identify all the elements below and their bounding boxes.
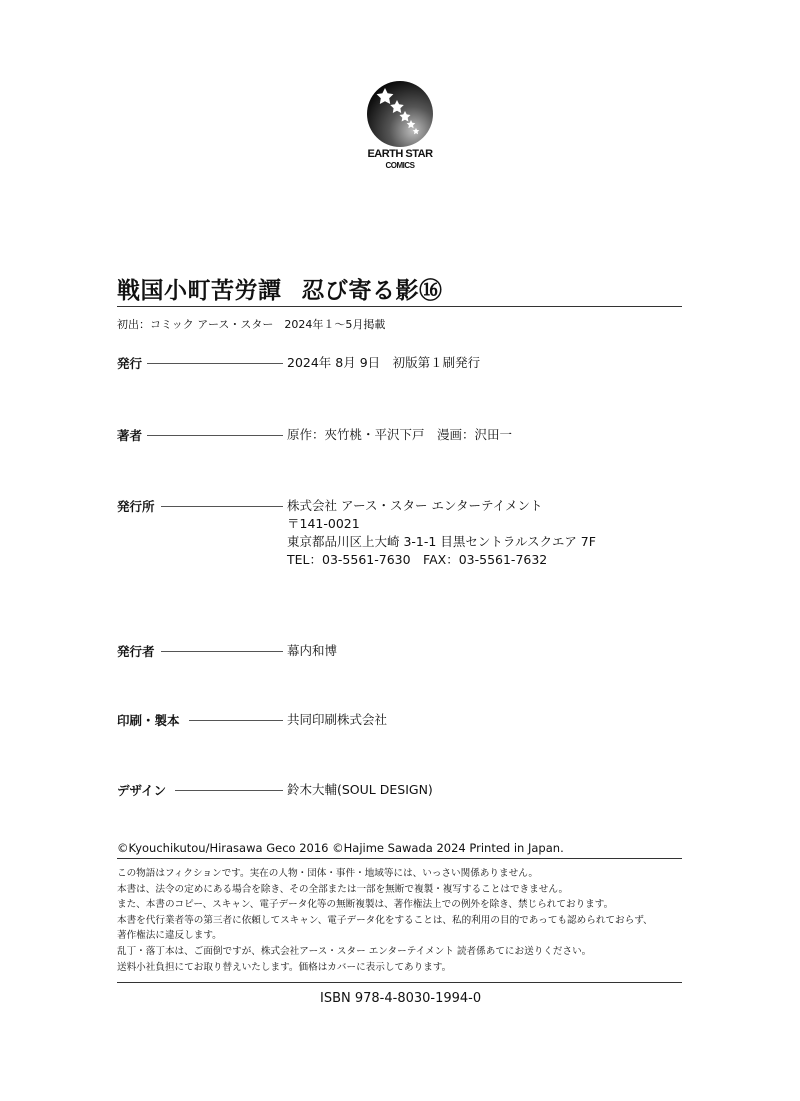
row-label: 発行者 <box>117 644 155 659</box>
leader-line <box>161 651 283 652</box>
row-label: 印刷・製本 <box>117 713 180 728</box>
row-label: 著者 <box>117 428 143 443</box>
title-sub: 忍び寄る影 <box>301 278 419 304</box>
book-title <box>117 272 443 305</box>
note-line: この物語はフィクションです。実在の人物・団体・事件・地域等には、いっさい関係ありません。 <box>117 868 538 879</box>
leader-line <box>175 790 283 791</box>
row-value: 原作：夾竹桃・平沢下戸 漫画：沢田一 <box>287 427 513 442</box>
row-label: デザイン <box>117 783 167 798</box>
row-label: 発行所 <box>117 499 155 514</box>
first-publication: 初出：コミック アース・スター 2024年１～5月掲載 <box>117 318 386 331</box>
title-volume: ⑯ <box>419 278 443 304</box>
title-main: 戦国小町苦労譚 <box>117 278 282 304</box>
note-line: 本書は、法令の定めにある場合を除き、その全部または一部を無断で複製・複写することはできません。 <box>117 883 569 895</box>
note-line: 送料小社負担にてお取り替えいたします。価格はカバーに表示してあります。 <box>117 961 452 973</box>
row-value: 共同印刷株式会社 <box>287 712 388 727</box>
title-divider <box>117 306 682 307</box>
leader-line <box>189 720 283 721</box>
note-line: 乱丁・落丁本は、ご面倒ですが、株式会社アース・スター エンターテイメント 読者係あてにお送りください。 <box>117 945 592 957</box>
logo-line2: COMICS <box>385 161 415 170</box>
row-value: 2024年 8月 9日 初版第１刷発行 <box>287 355 481 370</box>
note-line: また、本書のコピー、スキャン、電子データ化等の無断複製は、著作権法上での例外を除き、禁じられております。 <box>117 899 614 911</box>
note-line: 本書を代行業者等の第三者に依頼してスキャン、電子データ化をすることは、私的利用の目的であっても認められておらず、 <box>117 914 653 926</box>
leader-line <box>147 363 283 364</box>
row-value: 鈴木大輔(SOUL DESIGN) <box>287 782 433 797</box>
globe-stars-icon <box>355 78 445 150</box>
row-value: 株式会社 アース・スター エンターテイメント 〒141-0021 東京都品川区上大崎 3-1-1 目黒セントラルスクエア 7F TEL：03-5561-7630 FAX：03-5561-7632 <box>287 498 596 567</box>
leader-line <box>147 435 283 436</box>
row-value: 幕内和博 <box>287 643 338 658</box>
legal-notes <box>117 866 653 975</box>
copyright-line: ©Kyouchikutou/Hirasawa Geco 2016 ©Hajime Sawada 2024 Printed in Japan. <box>117 841 564 855</box>
logo-line1: EARTH STAR <box>367 148 433 160</box>
isbn: ISBN 978-4-8030-1994-0 <box>320 991 482 1006</box>
note-line: 著作権法に違反します。 <box>117 930 222 942</box>
row-label: 発行 <box>117 356 143 371</box>
copyright-divider <box>117 858 682 859</box>
notes-divider <box>117 982 682 983</box>
logo-text <box>0 148 800 171</box>
leader-line <box>161 506 283 507</box>
